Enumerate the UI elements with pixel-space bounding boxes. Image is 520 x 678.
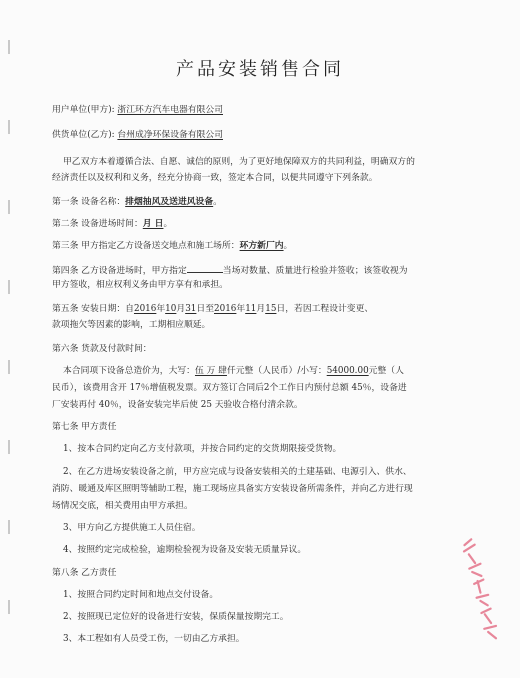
binding-mark: [8, 120, 10, 134]
binding-mark: [8, 600, 10, 614]
party-a-line: [52, 104, 482, 116]
party-a-value: 浙江环方汽车电器有限公司: [117, 105, 223, 115]
article-2: [52, 218, 482, 230]
article-4-label: 第四条 乙方设备进场时，甲方指定: [52, 266, 187, 276]
article-2-label: 第二条 设备进场时间：: [52, 219, 143, 229]
price-end: 元整（人: [368, 366, 404, 376]
party-a-label: 用户单位(甲方):: [52, 105, 115, 115]
article-3-value: 环方新厂内: [239, 241, 284, 251]
intro-line-1: 甲乙双方本着遵循合法、自愿、诚信的原则，为了更好地保障双方的共同利益，明确双方的: [63, 157, 415, 167]
article-1: [52, 196, 482, 208]
article-4-line-2: 甲方签收，相应权利义务由甲方享有和承担。: [52, 280, 228, 290]
article-6-line-3: 厂安装再付 40％，设备安装完毕后使 25 天验收合格付清余款。: [52, 400, 303, 410]
party-b-line: [52, 129, 482, 141]
article-7-item-4: 4、按照约定完成检验，逾期检验视为设备及安装无质量异议。: [63, 545, 307, 555]
article-5-text: 日，若因工程设计变更、: [276, 304, 374, 314]
article-3-label: 第三条 甲方指定乙方设备送交地点和施工场所：: [52, 241, 240, 251]
article-3: [52, 240, 482, 252]
to-char: 日至: [196, 304, 214, 314]
binding-mark: [8, 520, 10, 534]
article-1-label: 第一条 设备名称：: [52, 197, 126, 207]
binding-mark: [8, 200, 10, 214]
article-8-heading: 第八条 乙方责任: [52, 568, 117, 578]
price-mid: 仟元整（人民币）/小写：: [226, 366, 327, 376]
end-month: 11: [245, 304, 257, 314]
article-5: [52, 303, 482, 315]
article-6-heading: 第六条 货款及付款时间：: [52, 344, 152, 354]
binding-mark: [8, 280, 10, 294]
article-1-value: 排烟抽风及送进风设备: [125, 197, 214, 207]
price-uppercase: 伍 万 肆: [194, 366, 227, 376]
year-char: 年: [236, 304, 246, 314]
document-title: 产品安装销售合同: [176, 59, 344, 80]
year-char: 年: [156, 304, 166, 314]
article-4-blank: [187, 263, 223, 273]
article-7-item-2-line-3: 场情况交底，相关费用由甲方承担。: [52, 501, 193, 511]
article-2-value: 月 日: [142, 219, 164, 229]
article-6-line-2: 民币），该费用含开 17％增值税发票。双方签订合同后2个工作日内预付总额 45％，设备进: [52, 383, 407, 393]
binding-margin: [0, 0, 22, 678]
article-8-item-1: 1、按照合同约定时间和地点交付设备。: [63, 590, 219, 600]
party-b-value: 台州成净环保设备有限公司: [117, 130, 223, 140]
article-4-text: 当场对数量、质量进行检验并签收；该签收视为: [222, 266, 408, 276]
article-7-item-2-line-2: 消防、暖通及库区照明等辅助工程，施工现场应具备实方安装设备所需条件，并向乙方进行现: [52, 484, 413, 494]
article-7-item-1: 1、按本合同约定向乙方支付款项，并按合同约定的交货期限接受货物。: [63, 444, 342, 454]
start-day: 31: [185, 304, 197, 314]
start-month: 10: [165, 304, 177, 314]
article-5-line-2: 款项拖欠等因素的影响，工期相应顺延。: [52, 320, 211, 330]
binding-mark: [8, 440, 10, 454]
month-char: 月: [176, 304, 186, 314]
binding-mark: [8, 40, 10, 54]
article-5-label: 第五条 安装日期：自: [52, 304, 134, 314]
article-6-line-1: [63, 365, 493, 377]
intro-line-2: 经济责任以及权利和义务，经充分协商一致，签定本合同，以便共同遵守下列条款。: [52, 173, 378, 183]
price-numeric: 54000.00: [326, 366, 369, 376]
article-3-end: 。: [283, 241, 293, 251]
article-7-item-2: 2、在乙方进场安装设备之前，甲方应完成与设备安装相关的土建基础、电源引入、供水、: [63, 467, 412, 477]
article-8-item-3: 3、本工程如有人员受工伤，一切由乙方承担。: [63, 634, 245, 644]
end-year: 2016: [214, 304, 237, 314]
price-label: 本合同项下设备总造价为，大写：: [63, 366, 195, 376]
month-char: 月: [256, 304, 266, 314]
start-year: 2016: [133, 304, 157, 314]
article-8-item-2: 2、按照现已定位好的设备进行安装，保质保量按期完工。: [63, 612, 289, 622]
party-b-label: 供货单位(乙方):: [52, 130, 115, 140]
article-7-heading: 第七条 甲方责任: [52, 422, 117, 432]
article-2-end: 。: [163, 219, 173, 229]
end-day: 15: [265, 304, 277, 314]
binding-mark: [8, 360, 10, 374]
article-1-end: 。: [213, 197, 222, 207]
article-4: [52, 263, 482, 277]
article-7-item-3: 3、甲方向乙方提供施工人员住宿。: [63, 523, 201, 533]
